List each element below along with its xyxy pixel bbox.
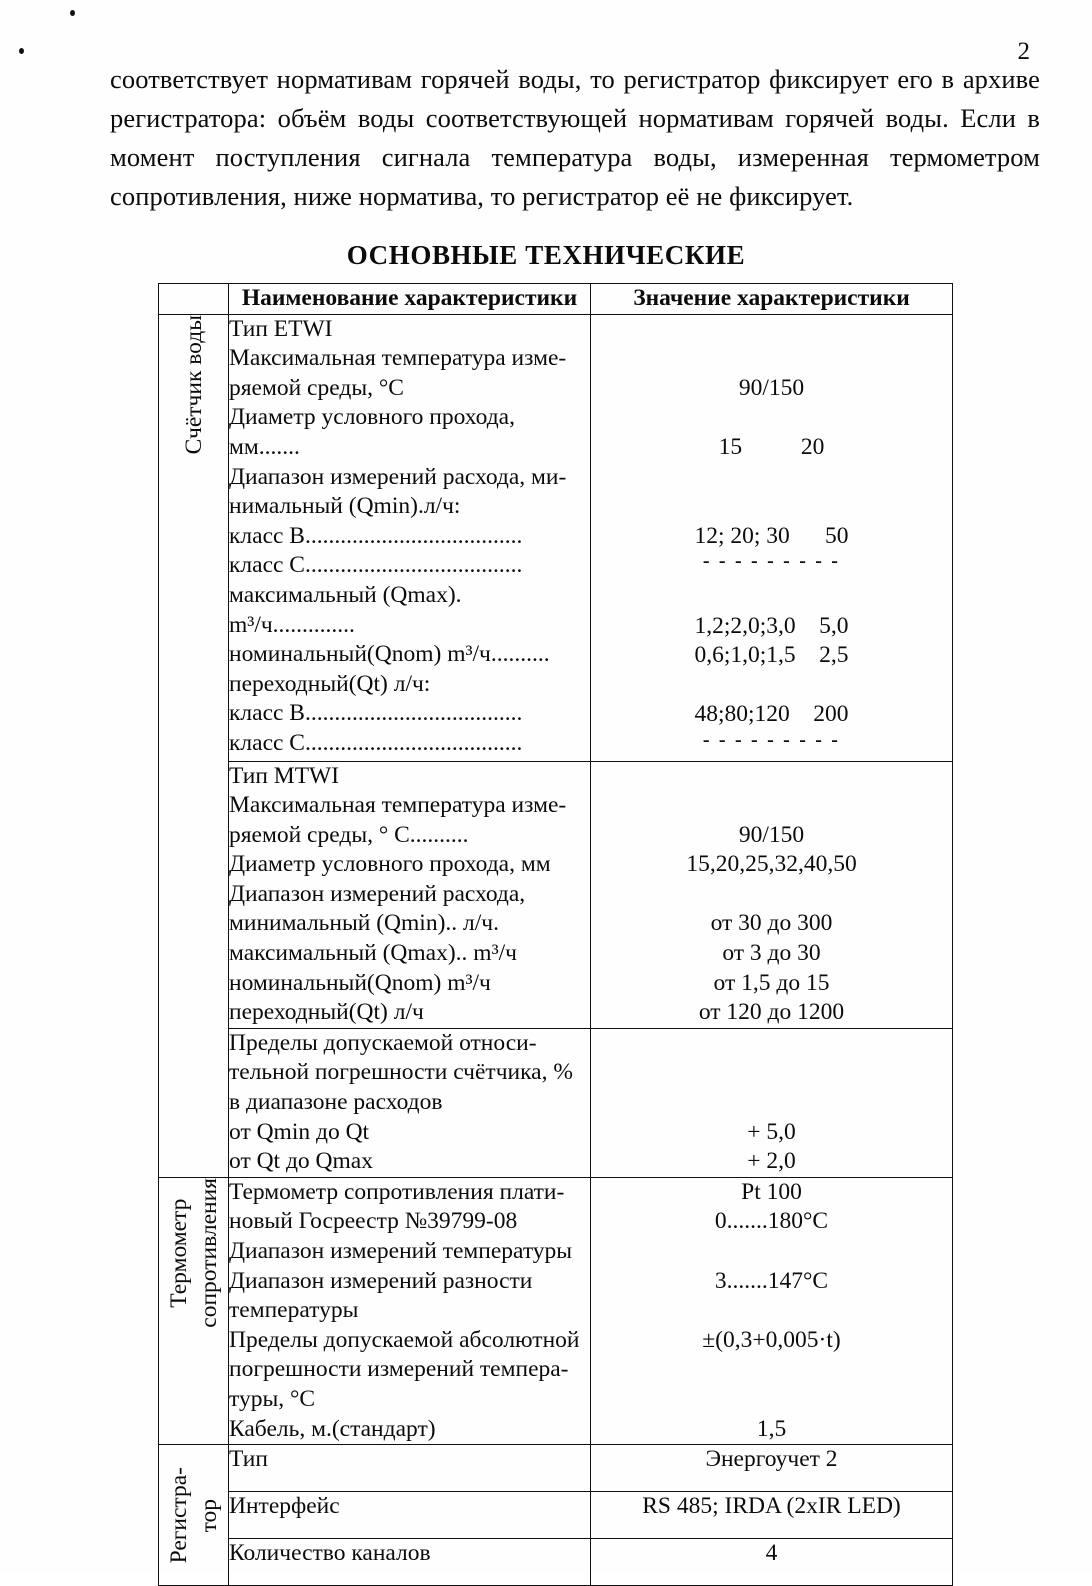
mtwi-name-line-2: ряемой среды, ° С..........	[229, 821, 469, 848]
mtwi-value-line-0	[591, 762, 952, 792]
etwi-value-line-7: 12; 20; 30 50	[694, 522, 849, 549]
column-header-value: Значение характеристики	[591, 284, 953, 315]
etwi-name-line-10: m³/ч..............	[229, 611, 355, 638]
etwi-name-line-11: номинальный(Qnom) m³/ч..........	[229, 641, 550, 668]
mtwi-name-line-6: максимальный (Qmax).. m³/ч	[229, 940, 517, 967]
etwi-name-line-5: Диапазон измерений расхода, ми-	[229, 463, 567, 490]
row-value-registrator-interface: RS 485; IRDA (2xIR LED)	[591, 1492, 953, 1539]
error-limits-name-line-1: тельной погрешности счётчика, %	[229, 1059, 573, 1086]
row-value-etwi	[591, 314, 953, 761]
row-value-error-limits	[591, 1028, 953, 1177]
etwi-name-line-14: класс С.....................................	[229, 729, 523, 756]
row-value-thermometer	[591, 1177, 953, 1444]
error-limits-name-line-2: в диапазоне расходов	[229, 1089, 443, 1116]
mtwi-value-line-3: 15,20,25,32,40,50	[686, 851, 857, 878]
etwi-value-line-13: 48;80;120 200	[694, 701, 849, 728]
table-row	[159, 761, 953, 1028]
group-label-registrator-text	[164, 1467, 224, 1563]
thermometer-name-line-4: температуры	[229, 1297, 359, 1324]
thermometer-name-line-7: туры, °С	[229, 1385, 316, 1412]
etwi-value-line-1	[591, 344, 952, 374]
thermometer-name-line-5: Пределы допускаемой абсолютной	[229, 1326, 580, 1353]
error-limits-value-line-1	[591, 1058, 952, 1088]
thermometer-name-line-1: новый Госреестр №39799-08	[229, 1208, 518, 1235]
etwi-name-line-0: Тип ETWI	[229, 315, 333, 342]
mtwi-value-line-2: 90/150	[738, 821, 805, 848]
row-name-error-limits	[229, 1028, 591, 1177]
table-row	[159, 1539, 953, 1586]
etwi-value-line-10: 1,2;2,0;3,0 5,0	[694, 612, 849, 639]
thermometer-name-line-2: Диапазон измерений температуры	[229, 1238, 573, 1264]
error-limits-value-line-0	[591, 1029, 952, 1059]
mtwi-value-line-6: от 3 до 30	[722, 940, 821, 967]
table-row	[159, 1177, 953, 1444]
mtwi-value-line-7: от 1,5 до 15	[713, 969, 830, 996]
table-row	[159, 1492, 953, 1539]
error-limits-value-line-2	[591, 1088, 952, 1118]
mtwi-value-line-4	[591, 880, 952, 910]
mtwi-name-line-0: Тип MTWI	[229, 762, 340, 789]
row-name-registrator-channels: Количество каналов	[229, 1539, 591, 1586]
mtwi-name-line-5: минимальный (Qmin).. л/ч.	[229, 910, 499, 937]
scan-artifact-dot	[19, 48, 24, 54]
row-name-registrator-interface: Интерфейс	[229, 1492, 591, 1539]
thermometer-value-line-6	[591, 1355, 952, 1385]
etwi-value-dashes-8: - - - - - - - - -	[702, 550, 841, 573]
body-paragraph: соответствует нормативам горячей воды, то регистратор фиксирует его в архиве регистратора: объём воды соответствующей нормативам горячей воды. Если в момент поступления сигнала температура воды, измеренная термометром сопротивления, ниже норматива, то регистратор её не фиксирует.	[110, 64, 1040, 211]
scan-artifact-dot	[70, 10, 75, 16]
group-label-thermometer-text	[164, 1178, 224, 1328]
etwi-name-line-9: максимальный (Qmax).	[229, 581, 462, 608]
thermometer-name-line-6: погрешности измерений темпера-	[229, 1356, 569, 1383]
mtwi-name-line-3: Диаметр условного прохода, мм	[229, 851, 551, 878]
row-name-thermometer	[229, 1177, 591, 1444]
table-row	[159, 1028, 953, 1177]
row-name-registrator-type: Тип	[229, 1445, 591, 1492]
thermometer-name-line-3: Диапазон измерений разности	[229, 1267, 533, 1294]
group-label-thermometer-line2: сопротивления	[195, 1177, 222, 1328]
etwi-value-line-11: 0,6;1,0;1,5 2,5	[694, 642, 849, 669]
row-value-registrator-type: Энергоучет 2	[591, 1445, 953, 1492]
etwi-name-line-6: нимальный (Qmin).л/ч:	[229, 493, 461, 520]
etwi-value-line-8	[591, 551, 952, 582]
etwi-value-line-5	[591, 463, 952, 493]
etwi-value-line-14	[591, 730, 952, 761]
error-limits-name-line-4: от Qt до Qmax	[229, 1148, 373, 1175]
etwi-value-line-0	[591, 315, 952, 345]
group-label-thermometer	[159, 1177, 229, 1444]
group-label-registrator-line2: тор	[195, 1498, 222, 1532]
mtwi-name-line-8: переходный(Qt) л/ч	[229, 999, 424, 1026]
row-name-mtwi	[229, 761, 591, 1028]
thermometer-value-line-7	[591, 1385, 952, 1415]
mtwi-name-line-7: номинальный(Qnom) m³/ч	[229, 969, 491, 996]
thermometer-value-line-8: 1,5	[756, 1415, 787, 1442]
table-row	[159, 1445, 953, 1492]
thermometer-value-line-0: Pt 100	[741, 1178, 802, 1205]
row-name-etwi	[229, 314, 591, 761]
thermometer-value-line-3: 3.......147°С	[714, 1267, 829, 1294]
thermometer-value-line-4	[591, 1296, 952, 1326]
mtwi-name-line-4: Диапазон измерений расхода,	[229, 880, 526, 907]
etwi-value-line-4: 15 20	[718, 433, 825, 460]
error-limits-name-line-3: от Qmin до Qt	[229, 1118, 370, 1145]
page-number: 2	[1017, 38, 1030, 65]
section-title: ОСНОВНЫЕ ТЕХНИЧЕСКИЕ	[346, 240, 746, 270]
etwi-name-line-12: переходный(Qt) л/ч:	[229, 670, 431, 697]
thermometer-name-line-8: Кабель, м.(стандарт)	[229, 1415, 436, 1442]
mtwi-value-line-1	[591, 791, 952, 821]
group-label-water-meter	[159, 314, 229, 1177]
thermometer-value-line-2	[591, 1237, 952, 1267]
etwi-name-line-4: мм.......	[229, 433, 300, 460]
error-limits-value-line-3: + 5,0	[747, 1118, 796, 1145]
etwi-value-line-6	[591, 492, 952, 522]
etwi-name-line-2: ряемой среды, °С	[229, 374, 404, 401]
table-row	[159, 314, 953, 761]
table-header-row	[159, 284, 953, 315]
column-header-group	[159, 284, 229, 315]
mtwi-value-line-8: от 120 до 1200	[698, 999, 845, 1026]
row-value-registrator-channels: 4	[591, 1539, 953, 1586]
group-label-water-meter-text: Счётчик воды	[180, 314, 207, 455]
etwi-name-line-3: Диаметр условного прохода,	[229, 404, 515, 431]
group-label-registrator	[159, 1445, 229, 1586]
group-label-registrator-line1: Регистра-	[165, 1466, 192, 1564]
etwi-name-line-8: класс С.....................................	[229, 552, 523, 579]
row-value-mtwi	[591, 761, 953, 1028]
column-header-name: Наименование характеристики	[229, 284, 591, 315]
thermometer-value-line-5: ±(0,3+0,005·t)	[702, 1326, 841, 1353]
etwi-name-line-1: Максимальная температура изме-	[229, 345, 567, 372]
etwi-value-line-12	[591, 671, 952, 701]
mtwi-name-line-1: Максимальная температура изме-	[229, 792, 567, 819]
etwi-value-line-2: 90/150	[738, 374, 805, 401]
etwi-name-line-13: класс В.....................................	[229, 700, 523, 727]
group-label-thermometer-line1: Термометр	[165, 1198, 192, 1308]
etwi-value-line-9	[591, 582, 952, 612]
mtwi-value-line-5: от 30 до 300	[710, 910, 833, 937]
etwi-value-line-3	[591, 403, 952, 433]
etwi-value-dashes-14: - - - - - - - - -	[702, 728, 841, 751]
error-limits-name-line-0: Пределы допускаемой относи-	[229, 1029, 537, 1056]
thermometer-name-line-0: Термометр сопротивления плати-	[229, 1178, 565, 1205]
error-limits-value-line-4: + 2,0	[747, 1148, 796, 1175]
thermometer-value-line-1: 0.......180°С	[714, 1208, 829, 1235]
specifications-table	[158, 283, 953, 1586]
etwi-name-line-7: класс В.....................................	[229, 522, 523, 549]
